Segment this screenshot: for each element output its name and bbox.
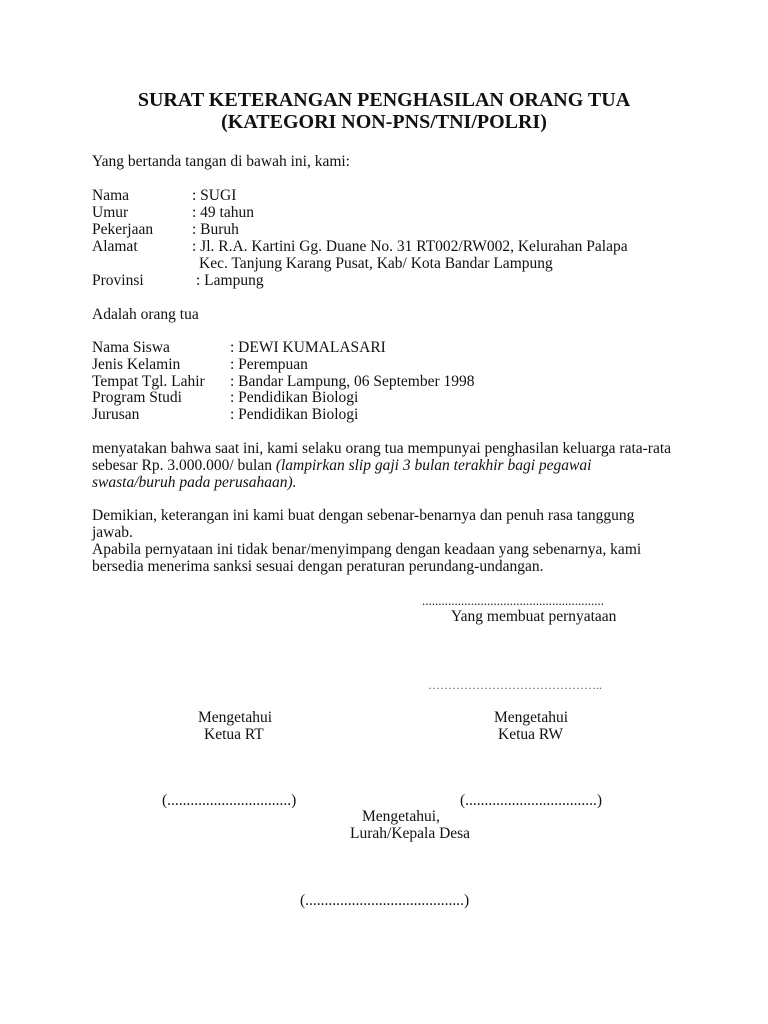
rw-label: Mengetahui [494,709,569,726]
maker-name-line: …………………………………….. [428,678,602,692]
field-label: Tempat Tgl. Lahir [92,373,205,390]
field-value: : 49 tahun [192,204,254,221]
field-label: Alamat [92,238,138,255]
lurah-label: Mengetahui, [362,808,440,825]
maker-signature-line: ........................................................ [422,593,604,608]
field-value: : SUGI [192,187,237,204]
field-value: : Buruh [192,221,239,238]
field-value: : Pendidikan Biologi [230,406,359,423]
field-label: Jenis Kelamin [92,356,181,373]
rt-label: Mengetahui [198,709,273,726]
intro-text: Yang bertanda tangan di bawah ini, kami: [92,153,350,170]
field-label: Nama Siswa [92,339,170,356]
field-label: Program Studi [92,389,182,406]
lurah-title: Lurah/Kepala Desa [350,825,471,842]
closing-line: Apabila pernyataan ini tidak benar/menyimpang dengan keadaan yang sebenarnya, kami [92,541,642,558]
field-label: Pekerjaan [92,221,154,238]
maker-label: Yang membuat pernyataan [451,608,617,625]
title-line-1: SURAT KETERANGAN PENGHASILAN ORANG TUA [137,89,631,111]
rw-signature-blank: (..................................) [460,792,603,809]
field-value: : Perempuan [230,356,308,373]
rw-title: Ketua RW [498,726,563,743]
field-label: Jurusan [92,406,140,423]
field-value: : DEWI KUMALASARI [230,339,386,356]
field-value: : Bandar Lampung, 06 September 1998 [230,373,475,390]
statement-text: sebesar Rp. 3.000.000/ bulan [92,457,276,474]
title-line-2: (KATEGORI NON-PNS/TNI/POLRI) [221,111,547,133]
rt-title: Ketua RT [204,726,264,743]
closing-line: bersedia menerima sanksi sesuai dengan peraturan perundang-undangan. [92,558,544,575]
field-label: Umur [92,204,129,221]
field-value: : Jl. R.A. Kartini Gg. Duane No. 31 RT002/RW002, Kelurahan Palapa [192,238,628,255]
field-label: Provinsi [92,272,144,289]
field-value: : Pendidikan Biologi [230,389,359,406]
statement-note: (lampirkan slip gaji 3 bulan terakhir bagi pegawai [275,457,592,474]
field-label: Nama [92,187,130,204]
field-value-continued: Kec. Tanjung Karang Pusat, Kab/ Kota Bandar Lampung [199,255,553,272]
closing-line: jawab. [92,524,133,541]
statement-note [92,474,297,491]
lurah-signature-blank: (.........................................) [300,892,470,909]
field-value: : Lampung [196,272,264,289]
adalah-text: Adalah orang tua [92,306,199,323]
statement-note-text: swasta/buruh pada perusahaan). [92,474,297,491]
statement-line [92,457,591,474]
closing-line: Demikian, keterangan ini kami buat dengan sebenar-benarnya dan penuh rasa tanggung [92,507,635,524]
statement-line: menyatakan bahwa saat ini, kami selaku orang tua mempunyai penghasilan keluarga rata-rata [92,440,672,457]
rt-signature-blank: (................................) [162,792,297,809]
